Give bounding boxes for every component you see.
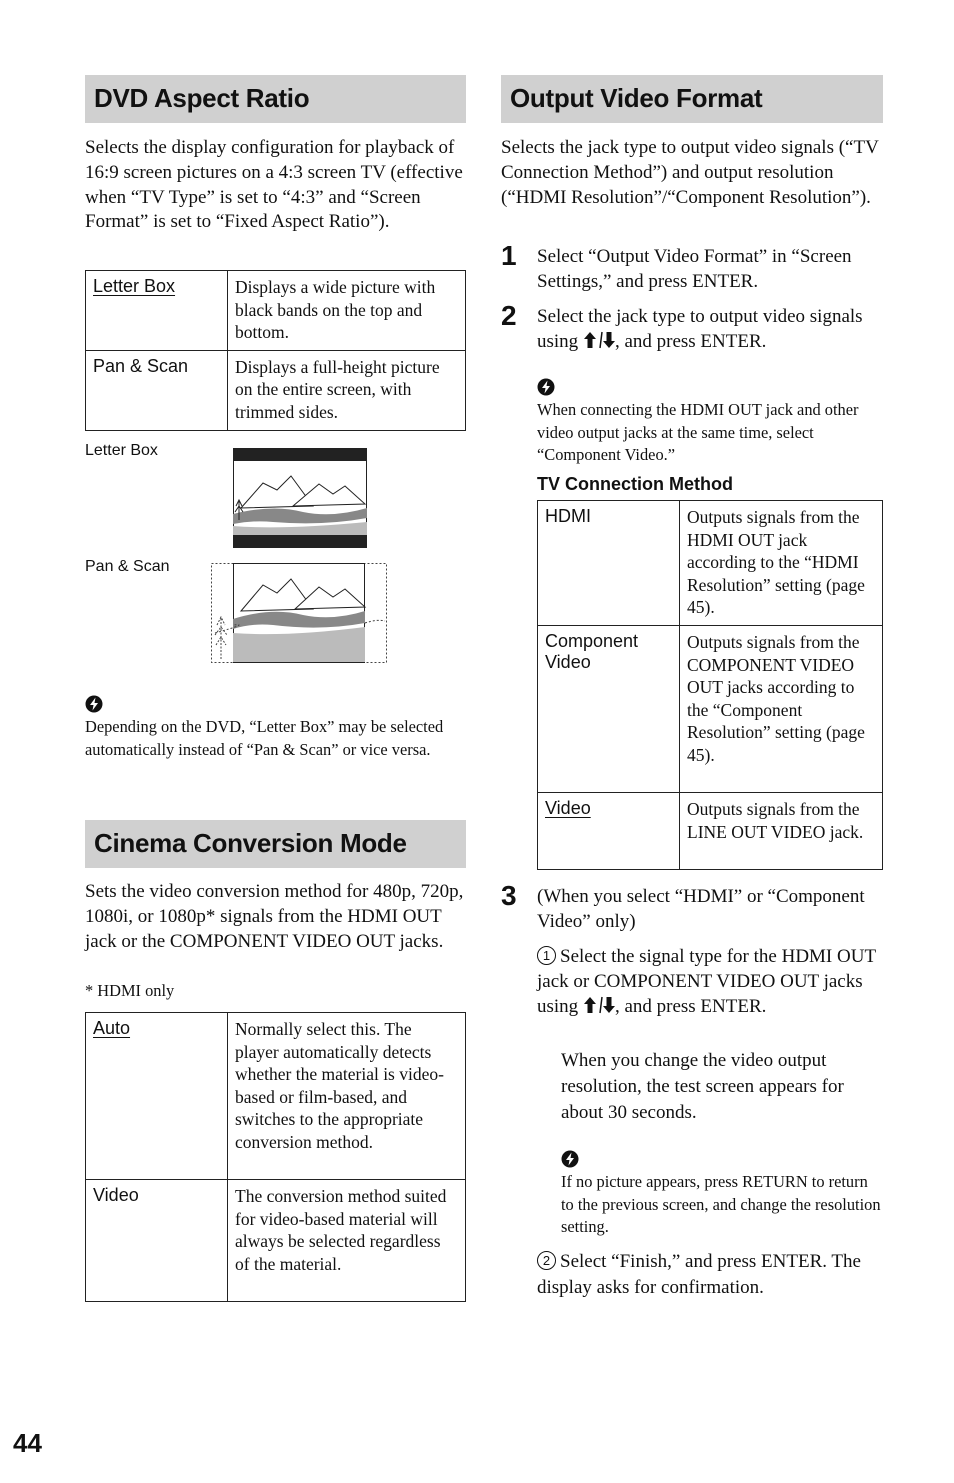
step-number: 1 xyxy=(501,240,517,271)
hdmi-footnote: * HDMI only xyxy=(85,981,175,1000)
option-auto: Auto xyxy=(93,1018,131,1038)
tv-connection-method-title: TV Connection Method xyxy=(537,474,733,494)
dvd-aspect-ratio-hint: Depending on the DVD, “Letter Box” may be selected automatically instead of “Pan & Scan” or vice versa. xyxy=(85,717,444,759)
letter-box-illustration xyxy=(233,448,367,548)
step-number: 3 xyxy=(501,880,517,911)
substep-2: 2 Select “Finish,” and press ENTER. The display asks for confirmation. xyxy=(537,1251,861,1298)
dvd-aspect-ratio-table xyxy=(85,270,466,431)
hint-icon xyxy=(537,378,555,396)
tv-connection-method-table xyxy=(537,500,883,870)
option-letter-box: Letter Box xyxy=(93,276,176,296)
table-row xyxy=(86,271,466,351)
circled-number: 1 xyxy=(537,946,556,965)
option-pan-scan: Pan & Scan xyxy=(86,350,228,430)
up-down-arrow-icon xyxy=(583,330,615,355)
dvd-aspect-ratio-intro: Selects the display configuration for playback of 16:9 screen pictures on a 4:3 screen TV (effective when “TV Type” is set to “4:3” and “Screen Format” is set to “Fixed Aspect Ratio”). xyxy=(85,137,463,233)
option-video: Video xyxy=(545,797,591,818)
hint-icon xyxy=(85,695,103,713)
output-video-format-intro: Selects the jack type to output video signals (“TV Connection Method”) and output resolution (“HDMI Resolution”/“Component Resolution”). xyxy=(501,137,879,208)
option-description: Displays a wide picture with black bands on the top and bottom. xyxy=(228,271,466,351)
dvd-aspect-ratio-heading: DVD Aspect Ratio xyxy=(85,75,466,123)
pan-scan-caption: Pan & Scan xyxy=(85,558,170,575)
table-row xyxy=(86,350,466,430)
option-description: Outputs signals from the COMPONENT VIDEO OUT jacks according to the “Component Resolution” setting (page 45). xyxy=(680,625,883,792)
output-video-format-heading: Output Video Format xyxy=(501,75,883,123)
option-hdmi: HDMI xyxy=(538,501,680,626)
connection-hint: When connecting the HDMI OUT jack and other video output jacks at the same time, select “Component Video.” xyxy=(537,400,859,464)
option-component-video: Component Video xyxy=(538,625,680,792)
step-2-text: Select the jack type to output video signals using , and press ENTER. xyxy=(537,305,883,355)
cinema-conversion-table xyxy=(85,1012,466,1302)
step-number: 2 xyxy=(501,300,517,331)
option-description: Displays a full-height picture on the entire screen, with trimmed sides. xyxy=(228,350,466,430)
option-description: Outputs signals from the HDMI OUT jack according to the “HDMI Resolution” setting (page 45). xyxy=(680,501,883,626)
option-description: Outputs signals from the LINE OUT VIDEO jack. xyxy=(680,792,883,869)
option-description: The conversion method suited for video-based material will always be selected regardless of the material. xyxy=(228,1180,466,1302)
cinema-conversion-mode-heading: Cinema Conversion Mode xyxy=(85,820,466,868)
option-description: Normally select this. The player automatically detects whether the material is video-based or film-based, and switches to the appropriate conversion method. xyxy=(228,1013,466,1180)
table-row xyxy=(538,792,883,869)
cinema-conversion-intro: Sets the video conversion method for 480p, 720p, 1080i, or 1080p* signals from the HDMI OUT jack or the COMPONENT VIDEO OUT jacks. xyxy=(85,881,464,952)
pan-scan-illustration xyxy=(211,563,387,663)
page-number: 44 xyxy=(13,1428,42,1458)
option-video: Video xyxy=(86,1180,228,1302)
table-row xyxy=(86,1180,466,1302)
step-3-text: (When you select “HDMI” or “Component Video” only) xyxy=(537,886,865,932)
step-1-text: Select “Output Video Format” in “Screen Settings,” and press ENTER. xyxy=(537,246,852,292)
resolution-hint: If no picture appears, press RETURN to return to the previous screen, and change the resolution setting. xyxy=(561,1172,881,1236)
substep-1-note: When you change the video output resolution, the test screen appears for about 30 seconds. xyxy=(561,1050,844,1123)
letter-box-caption: Letter Box xyxy=(85,442,158,459)
table-row xyxy=(538,625,883,792)
substep-1: 1 Select the signal type for the HDMI OUT jack or COMPONENT VIDEO OUT jacks using , and press ENTER. xyxy=(537,945,883,1019)
circled-number: 2 xyxy=(537,1251,556,1270)
up-down-arrow-icon xyxy=(583,995,615,1020)
table-row xyxy=(86,1013,466,1180)
hint-icon xyxy=(561,1150,579,1168)
table-row xyxy=(538,501,883,626)
